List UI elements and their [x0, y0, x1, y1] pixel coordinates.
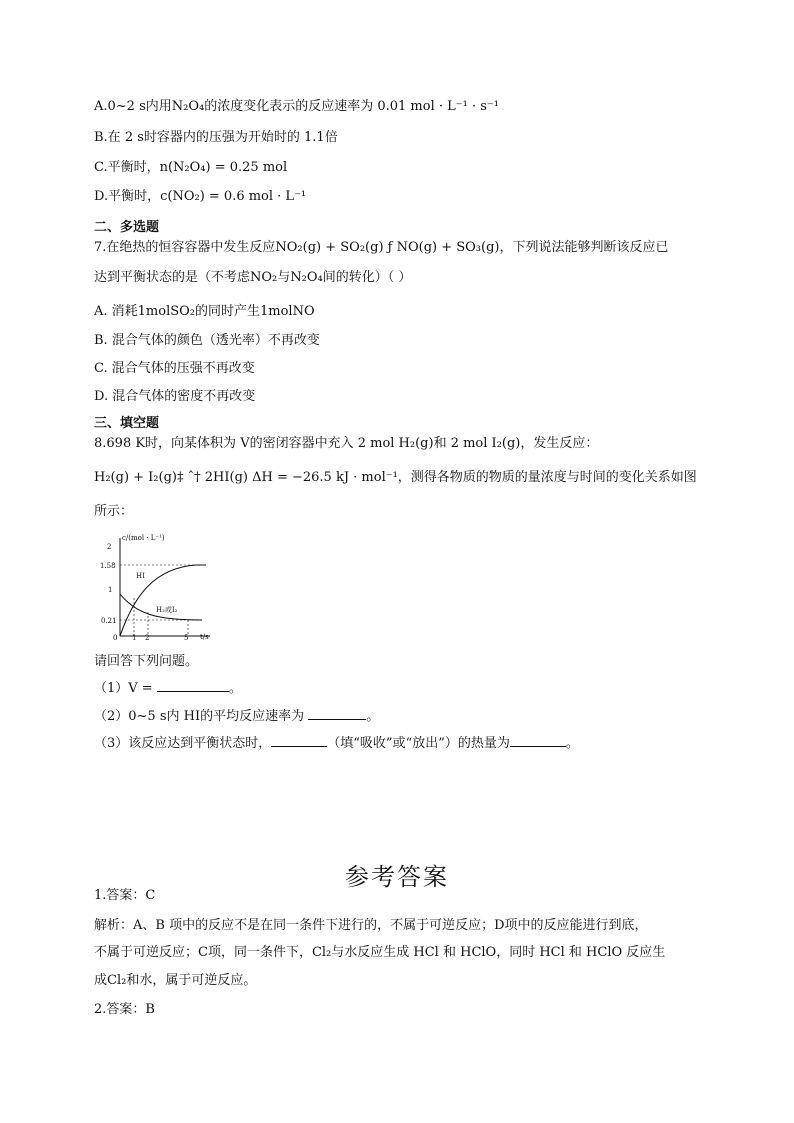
x-tick-1: 1: [132, 634, 137, 640]
y-tick-2: 2: [107, 543, 112, 551]
q8-sub1: [94, 679, 242, 697]
answer-1: 1.答案：C: [94, 888, 156, 903]
y-tick-0-21: 0.21: [101, 617, 117, 625]
q8-sub3-text-b: （填“吸收”或“放出”）的热量为: [327, 736, 510, 751]
q6-option-a: A.0~2 s内用N₂O₄的浓度变化表示的反应速率为 0.01 mol · L⁻¹ · s⁻¹: [94, 99, 499, 114]
y-tick-1-58: 1.58: [100, 562, 116, 570]
q6-option-b: B.在 2 s时容器内的压强为开始时的 1.1倍: [94, 130, 338, 145]
q8-sub3-end: 。: [565, 736, 579, 751]
explanation-1-line2: 不属于可逆反应；C项，同一条件下，Cl₂与水反应生成 HCl 和 HClO，同时 HCl 和 HClO 反应生: [94, 945, 666, 960]
x-tick-5: 5: [184, 634, 189, 640]
explanation-1-line1: 解析：A、B 项中的反应不是在同一条件下进行的，不属于可逆反应；D项中的反应能进行到底，: [94, 918, 648, 933]
q8-sub3: [94, 734, 579, 752]
y-axis-label: c/(mol · L⁻¹): [122, 534, 165, 542]
q8-sub1-text: （1）V =: [94, 681, 153, 696]
x-tick-2: 2: [145, 634, 150, 640]
section-3-heading: 三、填空题: [94, 416, 160, 431]
section-2-heading: 二、多选题: [94, 220, 160, 235]
q7-option-c: C. 混合气体的压强不再改变: [94, 361, 255, 376]
q7-option-d: D. 混合气体的密度不再改变: [94, 389, 256, 404]
q8-sub2: [94, 707, 379, 725]
answer-2: 2.答案：B: [94, 1002, 155, 1017]
q8-sub2-text: （2）0~5 s内 HI的平均反应速率为: [94, 709, 305, 724]
explanation-1-line3: 成Cl₂和水，属于可逆反应。: [94, 973, 257, 988]
q7-option-b: B. 混合气体的颜色（透光率）不再改变: [94, 333, 320, 348]
q8-sub2-end: 。: [366, 709, 380, 724]
q7-option-a: A. 消耗1molSO₂的同时产生1molNO: [94, 304, 315, 319]
hi-series-label: HI: [136, 572, 145, 580]
answers-title: 参考答案: [345, 863, 449, 891]
q8-sub1-end: 。: [228, 681, 242, 696]
concentration-time-chart: [96, 532, 214, 640]
q8-sub3-text-a: （3）该反应达到平衡状态时，: [94, 736, 272, 751]
h2-i2-series-label: H₂或I₂: [156, 606, 178, 614]
hi-curve: [120, 565, 206, 636]
q8-prompt: 请回答下列问题。: [94, 654, 199, 669]
q7-stem-line1: 7.在绝热的恒容容器中发生反应NO₂(g) + SO₂(g) ƒ NO(g) + SO₃(g)，下列说法能够判断该反应已: [94, 240, 669, 255]
q8-stem-line1: 8.698 K时，向某体积为 V的密闭容器中充入 2 mol H₂(g)和 2 mol I₂(g)，发生反应：: [94, 436, 599, 451]
q6-option-d: D.平衡时，c(NO₂) = 0.6 mol · L⁻¹: [94, 189, 307, 204]
q6-option-c: C.平衡时，n(N₂O₄) = 0.25 mol: [94, 160, 288, 175]
q8-stem-line3: 所示：: [94, 504, 134, 519]
x-axis-label: t/s: [200, 633, 209, 640]
y-tick-1: 1: [108, 586, 113, 594]
answer-blank-absorb-release[interactable]: [271, 734, 327, 747]
x-tick-0: 0: [113, 634, 118, 640]
q7-stem-line2: 达到平衡状态的是（不考虑NO₂与N₂O₄间的转化）（ ）: [94, 270, 412, 285]
q8-stem-line2: H₂(g) + I₂(g)‡ ˆ† 2HI(g) ΔH = −26.5 kJ · mol⁻¹，测得各物质的物质的量浓度与时间的变化关系如图: [94, 470, 697, 485]
answer-blank-v[interactable]: [157, 679, 229, 692]
answer-blank-heat[interactable]: [510, 734, 566, 747]
answer-blank-rate[interactable]: [308, 707, 366, 720]
